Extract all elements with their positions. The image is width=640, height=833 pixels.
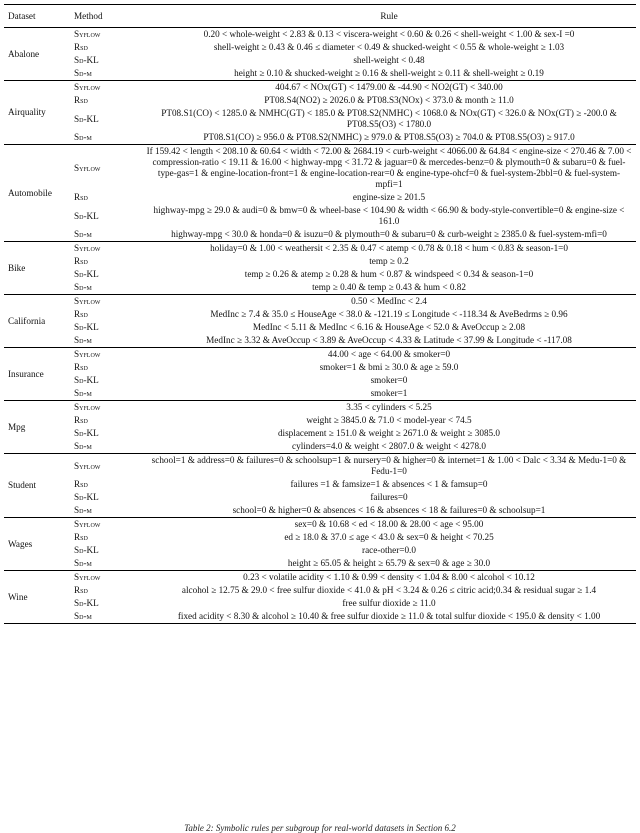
rule-text: failures=0 — [370, 492, 408, 502]
method-name: Sd-μ — [74, 282, 92, 292]
rule-text: 0.20 < whole-weight < 2.83 & 0.13 < viscera-weight < 0.60 & 0.26 < shell-weight < 1.00 & sex-I =0 — [203, 29, 575, 39]
table-row — [4, 54, 636, 67]
table-row — [4, 228, 636, 242]
method-name: Sd-KL — [74, 269, 99, 279]
method-name: Sd-KL — [74, 598, 99, 608]
rule-text: smoker=1 & bmi ≥ 30.0 & age ≥ 59.0 — [319, 362, 459, 372]
method-name: Rsd — [74, 95, 88, 105]
method-name: Sd-μ — [74, 611, 92, 621]
dataset-group — [4, 28, 636, 81]
header-rule: Rule — [380, 10, 398, 21]
table-row — [4, 348, 636, 362]
method-name: Sd-μ — [74, 558, 92, 568]
rule-text: highway-mpg < 30.0 & honda=0 & isuzu=0 & plymouth=0 & subaru=0 & curb-weight ≥ 2385.0 & fuel-system-mfi=0 — [171, 229, 607, 239]
dataset-name: California — [8, 315, 46, 326]
table-row — [4, 295, 636, 309]
rule-text: MedInc < 5.11 & MedInc < 6.16 & HouseAge < 52.0 & AveOccup ≥ 2.08 — [252, 322, 526, 332]
rule-text: temp ≥ 0.40 & temp ≥ 0.43 & hum < 0.82 — [312, 282, 466, 292]
dataset-group — [4, 518, 636, 571]
dataset-name: Abalone — [8, 48, 40, 59]
rule-text: cylinders=4.0 & weight < 2807.0 & weight < 4278.0 — [292, 441, 486, 451]
dataset-name: Automobile — [8, 187, 52, 198]
method-name: Syflow — [74, 349, 101, 359]
rule-text: 3.35 < cylinders < 5.25 — [346, 402, 432, 412]
table-row — [4, 491, 636, 504]
method-name: Rsd — [74, 479, 88, 489]
table-row — [4, 387, 636, 401]
method-name: Rsd — [74, 309, 88, 319]
dataset-name: Student — [8, 480, 37, 490]
rule-text: PT08.S1(CO) ≥ 956.0 & PT08.S2(NMHC) ≥ 979.0 & PT08.S5(O3) ≥ 704.0 & PT08.S5(O3) ≥ 917.0 — [203, 132, 575, 142]
dataset-name: Wine — [8, 591, 28, 602]
dataset-group — [4, 401, 636, 454]
method-name: Rsd — [74, 362, 88, 372]
method-name: Sd-KL — [74, 428, 99, 438]
method-name: Sd-KL — [74, 375, 99, 385]
header-dataset: Dataset — [8, 10, 36, 21]
dataset-name: Insurance — [8, 368, 44, 379]
table-row — [4, 41, 636, 54]
table-row — [4, 81, 636, 95]
rule-text: smoker=0 — [370, 375, 408, 385]
rule-text: weight ≥ 3845.0 & 71.0 < model-year < 74.5 — [306, 415, 472, 425]
method-name: Sd-KL — [74, 210, 99, 221]
rule-text: sex=0 & 10.68 < ed < 18.00 & 28.00 < age < 95.00 — [294, 519, 484, 529]
table-row — [4, 610, 636, 624]
rule-text: free sulfur dioxide ≥ 11.0 — [342, 598, 436, 608]
rule-text: temp ≥ 0.2 — [369, 256, 409, 266]
rule-text: alcohol ≥ 12.75 & 29.0 < free sulfur dioxide < 41.0 & pH < 3.24 & 0.26 ≤ citric acid;0.34 & residual sugar ≥ 1.4 — [181, 585, 597, 595]
rule-text: failures =1 & famsize=1 & absences < 1 & famsup=0 — [290, 479, 488, 489]
dataset-group — [4, 348, 636, 401]
rule-text: 0.23 < volatile acidity < 1.10 & 0.99 < density < 1.04 & 8.00 < alcohol < 10.12 — [243, 572, 535, 582]
table-row — [4, 478, 636, 491]
method-name: Rsd — [74, 415, 88, 425]
table-row — [4, 107, 636, 131]
method-name: Syflow — [74, 243, 101, 253]
table-row — [4, 557, 636, 571]
dataset-group — [4, 454, 636, 518]
rule-text: temp ≥ 0.26 & atemp ≥ 0.28 & hum < 0.87 & windspeed < 0.34 & season-1=0 — [244, 269, 534, 279]
table-row — [4, 281, 636, 295]
method-name: Syflow — [74, 519, 101, 529]
table-row — [4, 321, 636, 334]
method-name: Syflow — [74, 572, 101, 582]
table-row — [4, 571, 636, 585]
table-row — [4, 242, 636, 256]
table-row — [4, 504, 636, 518]
rule-text: fixed acidity < 8.30 & alcohol ≥ 10.40 & free sulfur dioxide ≥ 11.0 & total sulfur dioxide < 195.0 & density < 1.00 — [177, 611, 601, 621]
method-name: Syflow — [74, 296, 101, 306]
method-name: Sd-μ — [74, 229, 92, 239]
table-row — [4, 268, 636, 281]
method-name: Syflow — [74, 460, 101, 471]
rule-text: 44.00 < age < 64.00 & smoker=0 — [327, 349, 451, 359]
dataset-name: Airquality — [8, 107, 46, 117]
dataset-name: Bike — [8, 262, 26, 273]
rule-text: 0.50 < MedInc < 2.4 — [351, 296, 427, 306]
rule-text: shell-weight < 0.48 — [353, 55, 425, 65]
method-name: Syflow — [74, 29, 101, 39]
table-row — [4, 584, 636, 597]
method-name: Rsd — [74, 192, 88, 202]
table-row — [4, 427, 636, 440]
table-row — [4, 255, 636, 268]
rule-text: 404.67 < NOx(GT) < 1479.00 & -44.90 < NO2(GT) < 340.00 — [275, 82, 503, 92]
method-name: Sd-KL — [74, 113, 99, 124]
table-row — [4, 401, 636, 415]
table-row — [4, 597, 636, 610]
rule-text: height ≥ 0.10 & shucked-weight ≥ 0.16 & shell-weight ≥ 0.11 & shell-weight ≥ 0.19 — [234, 68, 544, 78]
method-name: Sd-KL — [74, 322, 99, 332]
method-name: Syflow — [74, 162, 101, 173]
table-row — [4, 414, 636, 427]
header-method: Method — [74, 10, 103, 21]
rule-text: displacement ≥ 151.0 & weight ≥ 2671.0 & weight ≥ 3085.0 — [277, 428, 501, 438]
table-row — [4, 361, 636, 374]
method-name: Sd-μ — [74, 441, 92, 451]
dataset-group — [4, 145, 636, 242]
method-name: Rsd — [74, 42, 88, 52]
table-row — [4, 204, 636, 228]
table-row — [4, 518, 636, 532]
header-row — [4, 5, 636, 28]
rule-text: highway-mpg ≥ 29.0 & audi=0 & bmw=0 & wheel-base < 104.90 & width < 66.90 & body-style-convertible=0 & engine-size < 161.0 — [153, 205, 625, 226]
rule-text: engine-size ≥ 201.5 — [352, 192, 426, 202]
rule-text: height ≥ 65.05 & height ≥ 65.79 & sex=0 & age ≥ 30.0 — [287, 558, 491, 568]
rule-text: school=1 & address=0 & failures=0 & schoolsup=1 & nursery=0 & higher=0 & internet=1 & 1.00 < Dalc < 3.34 & Medu-1=0 & Fedu-1=0 — [151, 455, 627, 476]
table-row — [4, 531, 636, 544]
dataset-group — [4, 295, 636, 348]
method-name: Sd-μ — [74, 335, 92, 345]
table-row — [4, 544, 636, 557]
rule-text: PT08.S4(NO2) ≥ 2026.0 & PT08.S3(NOx) < 373.0 & month ≥ 11.0 — [264, 95, 514, 105]
method-name: Sd-μ — [74, 68, 92, 78]
rule-text: school=0 & higher=0 & absences < 16 & absences < 18 & failures=0 & schoolsup=1 — [232, 505, 546, 515]
table-row — [4, 131, 636, 145]
rules-table — [4, 4, 636, 624]
rule-text: MedInc ≥ 3.32 & AveOccup < 3.89 & AveOccup < 4.33 & Latitude < 37.99 & Longitude < -117.08 — [206, 335, 572, 345]
method-name: Sd-μ — [74, 388, 92, 398]
table-row — [4, 28, 636, 42]
table-row — [4, 308, 636, 321]
dataset-group — [4, 571, 636, 624]
method-name: Sd-KL — [74, 492, 99, 502]
dataset-name: Wages — [8, 538, 33, 549]
method-name: Syflow — [74, 402, 101, 412]
dataset-name: Mpg — [8, 421, 26, 432]
method-name: Sd-μ — [74, 132, 92, 142]
rule-text: shell-weight ≥ 0.43 & 0.46 ≤ diameter < 0.49 & shucked-weight < 0.55 & whole-weight ≥ 1.03 — [213, 42, 565, 52]
method-name: Rsd — [74, 532, 88, 542]
method-name: Syflow — [74, 82, 101, 92]
table-row — [4, 454, 636, 479]
dataset-group — [4, 81, 636, 145]
method-name: Sd-μ — [74, 505, 92, 515]
rule-text: smoker=1 — [370, 388, 408, 398]
table-row — [4, 94, 636, 107]
table-row — [4, 440, 636, 454]
rule-text: ed ≥ 18.0 & 37.0 ≤ age < 43.0 & sex=0 & height < 70.25 — [284, 532, 494, 542]
table-row — [4, 374, 636, 387]
table-row — [4, 67, 636, 81]
rule-text: If 159.42 < length < 208.10 & 60.64 < width < 72.00 & 2684.19 < curb-weight < 4066.00 & 64.84 < engine-size < 270.46 & 7.00 < compression-ratio < 19.11 & 16.00 < highway-mpg < 31.72 & jaguar=0 & mercedes-benz=0 & plymouth=0 & subaru=0 & fuel-type-gas=1 & engine-location-front=1 & engine-location-rear=0 & engine-type-ohcf=0 & fuel-system-2bbl=0 & fuel-system-mpfi=1 — [146, 146, 632, 189]
rule-text: PT08.S1(CO) < 1285.0 & NMHC(GT) < 185.0 & PT08.S2(NMHC) < 1068.0 & NOx(GT) < 326.0 & NOx(GT) ≥ -200.0 & PT08.S5(O3) < 1780.0 — [161, 108, 617, 129]
table-row — [4, 191, 636, 204]
method-name: Rsd — [74, 585, 88, 595]
method-name: Sd-KL — [74, 55, 99, 65]
table-row — [4, 145, 636, 192]
method-name: Rsd — [74, 256, 88, 266]
rule-text: race-other=0.0 — [362, 545, 416, 555]
rule-text: MedInc ≥ 7.4 & 35.0 ≤ HouseAge < 38.0 & -121.19 ≤ Longitude < -118.34 & AveBedrms ≥ 0.96 — [210, 309, 568, 319]
dataset-group — [4, 242, 636, 295]
table-caption: Table 2: Symbolic rules per subgroup for real-world datasets in Section 6.2 — [184, 823, 456, 833]
rule-text: holiday=0 & 1.00 < weathersit < 2.35 & 0.47 < atemp < 0.78 & 0.18 < hum < 0.83 & season-1=0 — [210, 243, 568, 253]
table-row — [4, 334, 636, 348]
method-name: Sd-KL — [74, 545, 99, 555]
